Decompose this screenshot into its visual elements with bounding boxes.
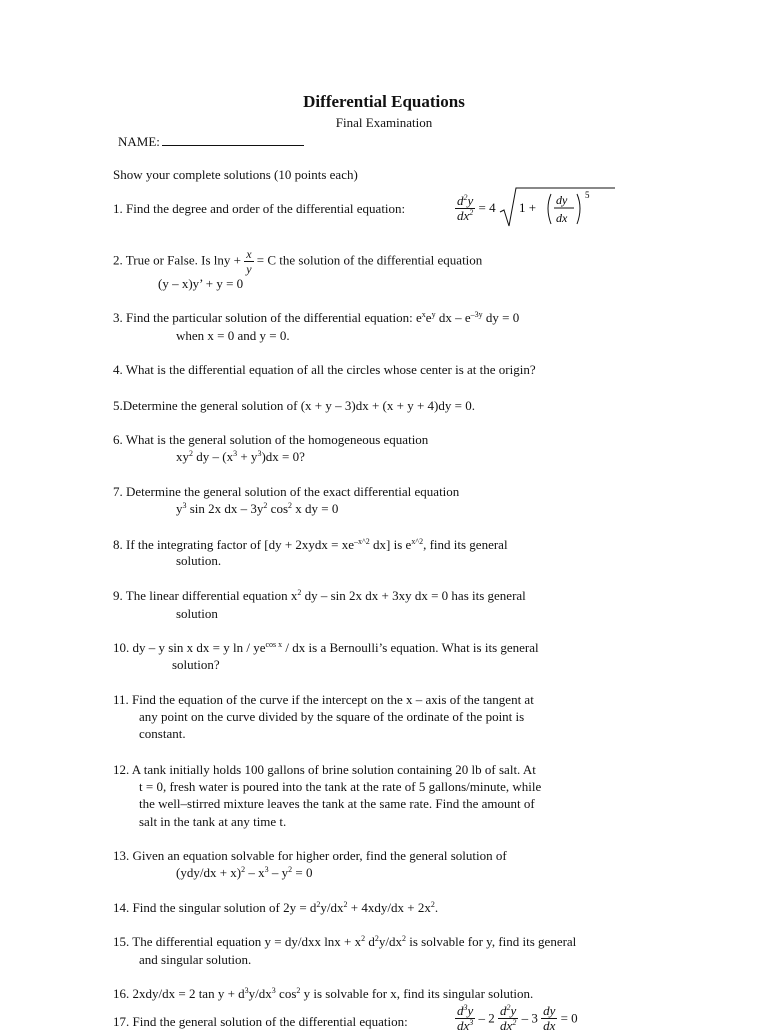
question-7-line-1: 7. Determine the general solution of the exact differential equation — [113, 484, 460, 499]
question-9-line-2: solution — [176, 606, 218, 621]
question-2-line-1: 2. True or False. Is lny + $\frac{x}{y}$ = C the solution of the differential equation — [113, 247, 483, 276]
question-5: 5.Determine the general solution of (x + y – 3)dx + (x + y + 4)dy = 0. — [113, 398, 475, 413]
question-16: 16. 2xdy/dx = 2 $\tan y + d^3y/dx^3$ $\cos^2 y$ is solvable for x, find its singular solution. — [113, 986, 534, 1001]
question-7-line-2: $y^3$ sin 2x dx – $3y^2$ $\cos^2 x$ dy = 0 — [176, 501, 339, 516]
svg-text:dx: dx — [555, 211, 568, 225]
name-blank-line — [162, 133, 304, 146]
question-17-text: 17. Find the general solution of the differential equation: — [113, 1014, 408, 1029]
question-1-text: 1. Find the degree and order of the differential equation: — [113, 201, 406, 216]
question-15-line-2: and singular solution. — [139, 952, 252, 967]
question-1-equation: $\frac{d^2y}{dx^2}$ = 4 1 + dy dx 5 — [455, 186, 617, 230]
question-8-line-2: solution. — [176, 553, 222, 568]
question-6-line-2: $xy^2$ dy – $(x^3 + y^3)dx = 0$? — [176, 449, 305, 464]
question-2-line-2: (y – x)y’ + y = 0 — [158, 276, 244, 291]
question-11-line-1: 11. Find the equation of the curve if the intercept on the x – axis of the tangent at — [113, 692, 534, 707]
page-subtitle: Final Examination — [335, 115, 433, 130]
question-15-line-1: 15. The differential equation y = dy/dxx $\ln x + x^2$ $d^2y/dx^2$ is solvable for y, find its general — [113, 934, 577, 949]
q1-lhs-fraction: $\frac{d^2y}{dx^2}$ — [457, 192, 474, 223]
question-6-line-1: 6. What is the general solution of the homogeneous equation — [113, 432, 429, 447]
question-10-line-2: solution? — [172, 657, 220, 672]
question-3-line-1: 3. Find the particular solution of the differential equation: $e^xe^y$ dx – $e^{-3y}$ dy = 0 — [113, 310, 520, 325]
question-8-line-1: 8. If the integrating factor of [dy + 2xydx = $xe^{-x\^{}2}$ dx] is $e^{x\^{}2}$, find its general — [113, 537, 508, 552]
question-12-line-2: t = 0, fresh water is poured into the tank at the rate of 5 gallons/minute, while — [139, 779, 542, 794]
question-12-line-3: the well–stirred mixture leaves the tank at the same rate. Find the amount of — [139, 796, 535, 811]
name-label: NAME: — [118, 134, 160, 149]
name-field — [118, 133, 304, 150]
question-10-line-1: 10. dy – y sin x dx = y ln / $ye^{cos x}$ / dx is a Bernoulli’s equation. What is its general — [113, 640, 539, 655]
question-14: 14. Find the singular solution of $2y = d^2y/dx^2 + 4xdy/dx + 2x^2$. — [113, 900, 439, 915]
q2-fraction: $\frac{x}{y}$ — [246, 247, 252, 276]
question-11-line-2: any point on the curve divided by the square of the ordinate of the point is — [139, 709, 525, 724]
question-4: 4. What is the differential equation of all the circles whose center is at the origin? — [113, 362, 536, 377]
svg-text:1 +: 1 + — [518, 200, 536, 215]
question-3-line-2: when x = 0 and y = 0. — [176, 328, 290, 343]
question-13-line-1: 13. Given an equation solvable for higher order, find the general solution of — [113, 848, 507, 863]
question-12-line-4: salt in the tank at any time t. — [139, 814, 287, 829]
question-9-line-1: 9. The linear differential equation $x^2$ dy – sin 2x dx + 3xy dx = 0 has its general — [113, 588, 526, 603]
question-12-line-1: 12. A tank initially holds 100 gallons of brine solution containing 20 lb of salt. At — [113, 762, 536, 777]
svg-text:5: 5 — [584, 190, 590, 200]
page-title: Differential Equations — [303, 92, 465, 111]
question-17-equation: $\frac{d^3y}{dx^3}$ – 2 $\frac{d^2y}{dx^2}$ – 3 $\frac{dy}{dx}$ = 0 — [457, 1003, 578, 1033]
instructions: Show your complete solutions (10 points each) — [113, 167, 358, 182]
q1-radical — [499, 186, 617, 230]
svg-text:dy: dy — [555, 193, 568, 207]
question-11-line-3: constant. — [139, 726, 186, 741]
question-13-line-2: $(ydy/dx + x)^2 - x^3 - y^2 = 0$ — [176, 865, 313, 880]
